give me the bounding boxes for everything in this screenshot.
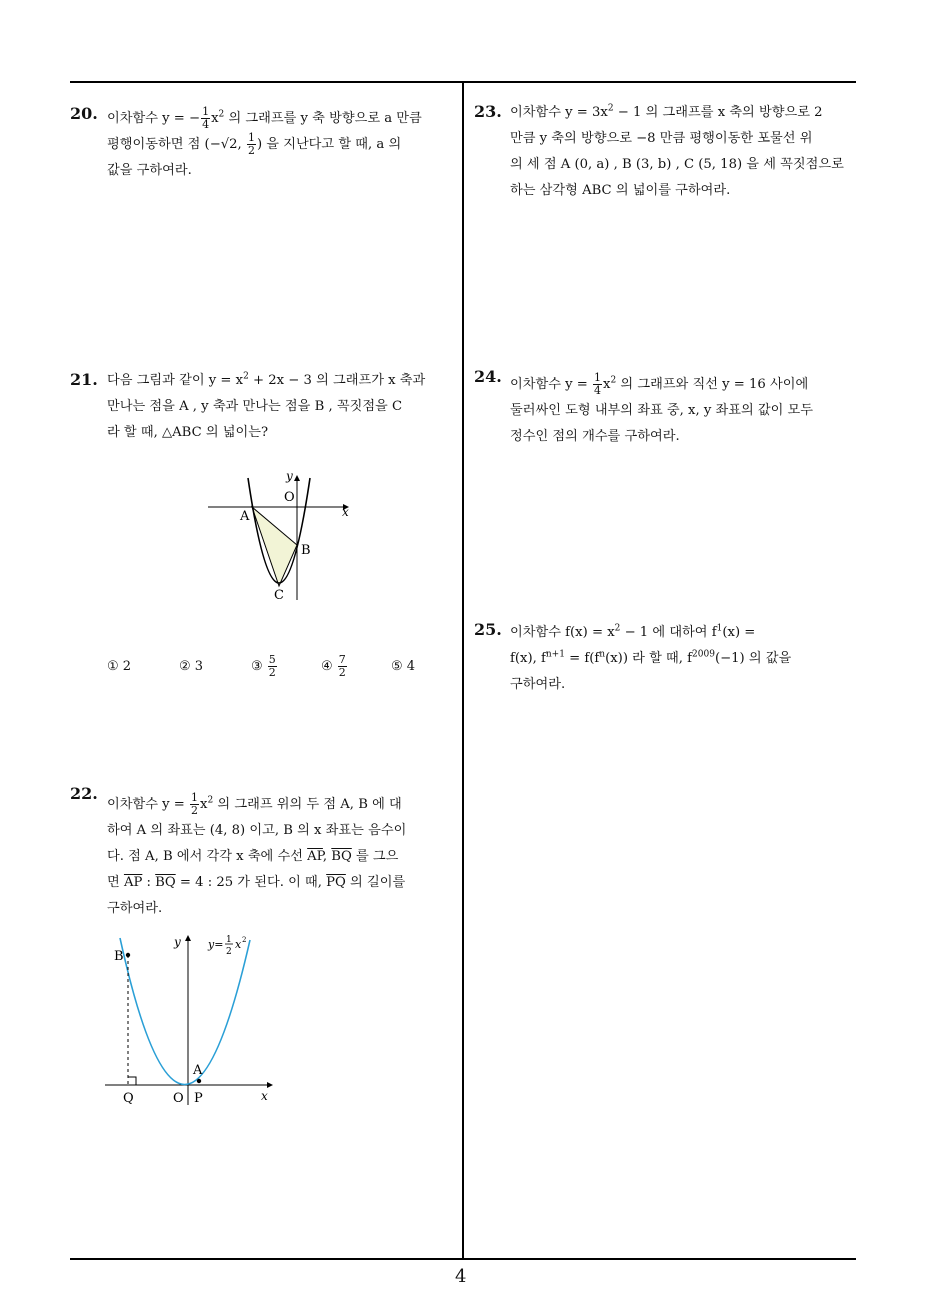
question-23-number: 23. [474,102,502,121]
question-25-text: 이차함수 $f(x) = x^2 - 1$ 에 대하여 $f^1(x)$ = f(x), $f^{n+1} = f(f^n(x))$ 라 할 때, $f^{2009}(-1)$ 의 값을 구하여라. [510,623,792,692]
parabola-curve [120,938,250,1085]
curve-eq-denominator: 2 [226,947,232,957]
point-p-label: P [194,1091,203,1106]
question-21-number: 21. [70,370,98,389]
page-number: 4 [455,1266,467,1287]
curve-eq-numerator: 1 [226,935,232,945]
question-23-text: 이차함수 $y = 3x^2 - 1$ 의 그래프를 x 축의 방향으로 2 만큼 y 축의 방향으로 −8 만큼 평행이동한 포물선 위 의 세 점 A (0, a) , B (3, b) , C (5, 18) 을 세 꼭짓점으로 하는 삼각형 ABC 의 넓이를 구하여라. [510,103,844,198]
triangle-abc [252,507,297,586]
origin-label: O [284,490,295,505]
question-25-number: 25. [474,620,502,639]
right-angle-mark [128,1077,136,1085]
point-b-label: B [114,949,124,964]
column-divider [462,81,464,1259]
origin-label: O [173,1091,184,1106]
choice-5[interactable]: ⑤ 4 [391,659,416,674]
point-b-label: B [301,543,311,558]
x-label: x [342,505,349,519]
bottom-rule [70,1258,856,1260]
question-21-figure [200,468,360,608]
question-20-number: 20. [70,104,98,123]
curve-equation: y= [208,938,224,951]
question-22-figure [100,930,290,1110]
point-b [126,953,130,957]
y-label: y [286,469,293,483]
question-24-number: 24. [474,367,502,386]
point-a [197,1079,201,1083]
y-label: y [174,935,181,949]
question-22-text: 이차함수 y = $\frac{1}{2}$ $x^2$ 의 그래프 위의 두 점 A, B 에 대 하여 A 의 좌표는 (4, 8) 이고, B 의 x 좌표는 음수이 다. 점 A, B 에서 각각 x 축에 수선 $\overline{AP}$, $\overline{BQ}$ 를 그으 면 $\overline{AP}$ : $\overline{BQ} = 4$ : 25 가 된다. 이 때, $\overline{PQ}$ 의 길이를 구하여라. [107,791,407,916]
question-24-text: 이차함수 y = $\frac{1}{4}$ $x^2$ 의 그래프와 직선 y = 16 사이에 둘러싸인 도형 내부의 좌표 중, x, y 좌표의 값이 모두 정수인 점의 개수를 구하여라. [510,371,814,444]
choice-4[interactable]: ④ $\frac{7}{2}$ [321,653,346,679]
point-a-label: A [193,1063,203,1078]
point-a-label: A [240,509,250,524]
question-21-text: 다음 그림과 같이 $y = x^2 + 2x - 3$ 의 그래프가 x 축과 만나는 점을 A , y 축과 만나는 점을 B , 꼭짓점을 C 라 할 때, △ABC 의 넓이는? [107,371,426,440]
x-label: x [261,1089,268,1103]
question-21-choices [107,654,451,679]
choice-3[interactable]: ③ $\frac{5}{2}$ [251,653,276,679]
choice-1[interactable]: ① 2 [107,659,132,674]
curve-eq-x: x [235,938,242,951]
question-22-number: 22. [70,784,98,803]
curve-eq-sup: 2 [242,936,247,944]
point-c-label: C [274,588,284,603]
choice-2[interactable]: ② 3 [179,659,204,674]
point-q-label: Q [123,1091,134,1106]
question-20-text: 이차함수 y = − $\frac{1}{4}$ $x^2$ 의 그래프를 y 축 방향으로 a 만큼 평행이동하면 점 (−√2, $\frac{1}{2}$ ) 을 지난다고 할 때, a 의 값을 구하여라. [107,105,422,178]
